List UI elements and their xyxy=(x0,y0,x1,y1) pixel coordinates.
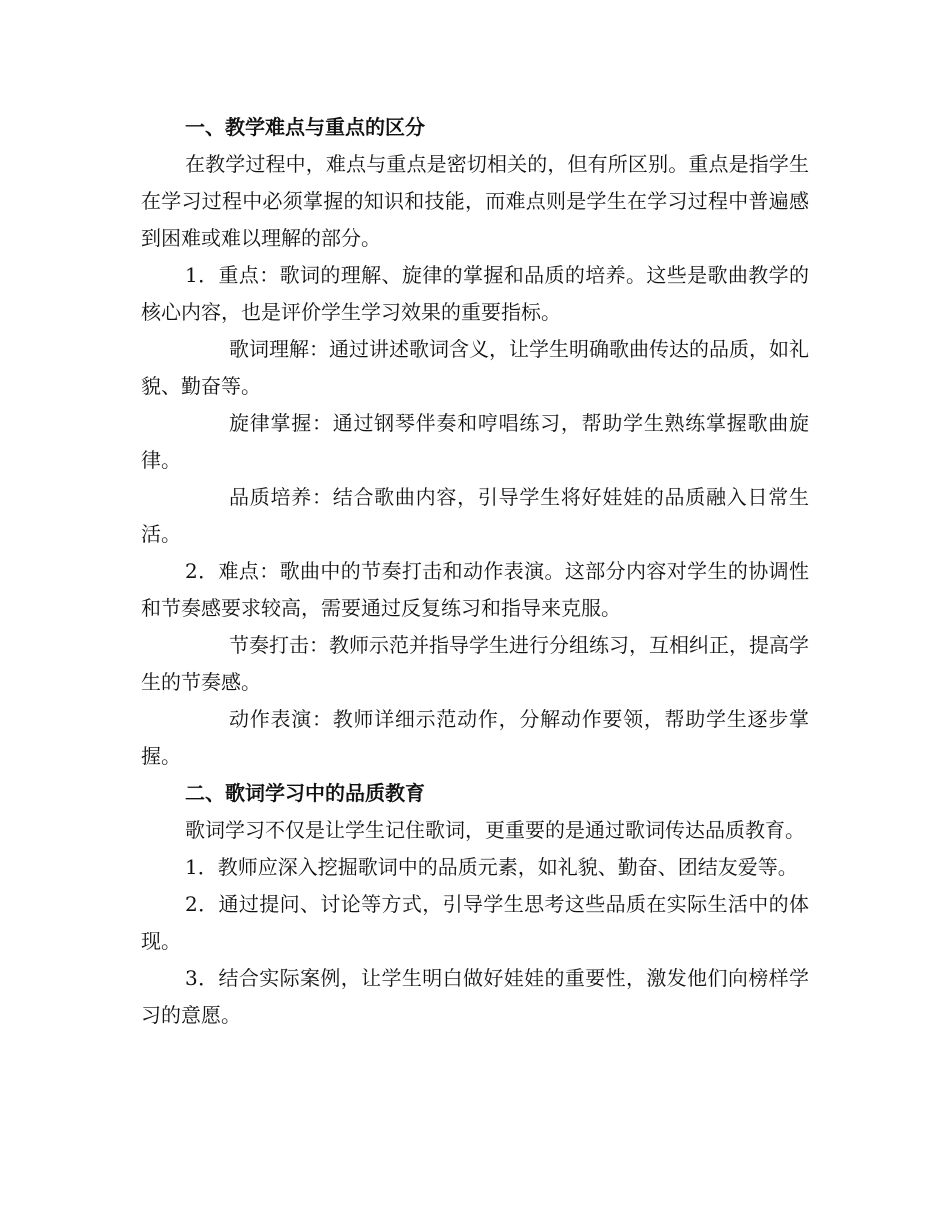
list-item: 2．难点：歌曲中的节奏打击和动作表演。这部分内容对学生的协调性和节奏感要求较高，需要通过反复练习和指导来克服。 xyxy=(141,559,809,620)
sub-item: 节奏打击：教师示范并指导学生进行分组练习，互相纠正，提高学生的节奏感。 xyxy=(141,633,809,694)
document-page xyxy=(141,109,809,1034)
sub-item: 旋律掌握：通过钢琴伴奏和哼唱练习，帮助学生熟练掌握歌曲旋律。 xyxy=(141,411,809,472)
paragraph: 在教学过程中，难点与重点是密切相关的，但有所区别。重点是指学生在学习过程中必须掌握的知识和技能，而难点则是学生在学习过程中普遍感到困难或难以理解的部分。 xyxy=(141,152,809,250)
list-item: 1．教师应深入挖掘歌词中的品质元素，如礼貌、勤奋、团结友爱等。 xyxy=(185,855,798,879)
list-item: 2．通过提问、讨论等方式，引导学生思考这些品质在实际生活中的体现。 xyxy=(141,892,809,953)
sub-item: 歌词理解：通过讲述歌词含义，让学生明确歌曲传达的品质，如礼貌、勤奋等。 xyxy=(141,337,809,398)
sub-item: 品质培养：结合歌曲内容，引导学生将好娃娃的品质融入日常生活。 xyxy=(141,485,809,546)
section-heading: 一、教学难点与重点的区分 xyxy=(185,115,425,139)
list-item: 1．重点：歌词的理解、旋律的掌握和品质的培养。这些是歌曲教学的核心内容，也是评价学生学习效果的重要指标。 xyxy=(141,263,809,324)
section-heading: 二、歌词学习中的品质教育 xyxy=(185,781,425,805)
paragraph: 歌词学习不仅是让学生记住歌词，更重要的是通过歌词传达品质教育。 xyxy=(185,818,805,842)
list-item: 3．结合实际案例，让学生明白做好娃娃的重要性，激发他们向榜样学习的意愿。 xyxy=(141,966,809,1027)
sub-item: 动作表演：教师详细示范动作，分解动作要领，帮助学生逐步掌握。 xyxy=(141,707,809,768)
